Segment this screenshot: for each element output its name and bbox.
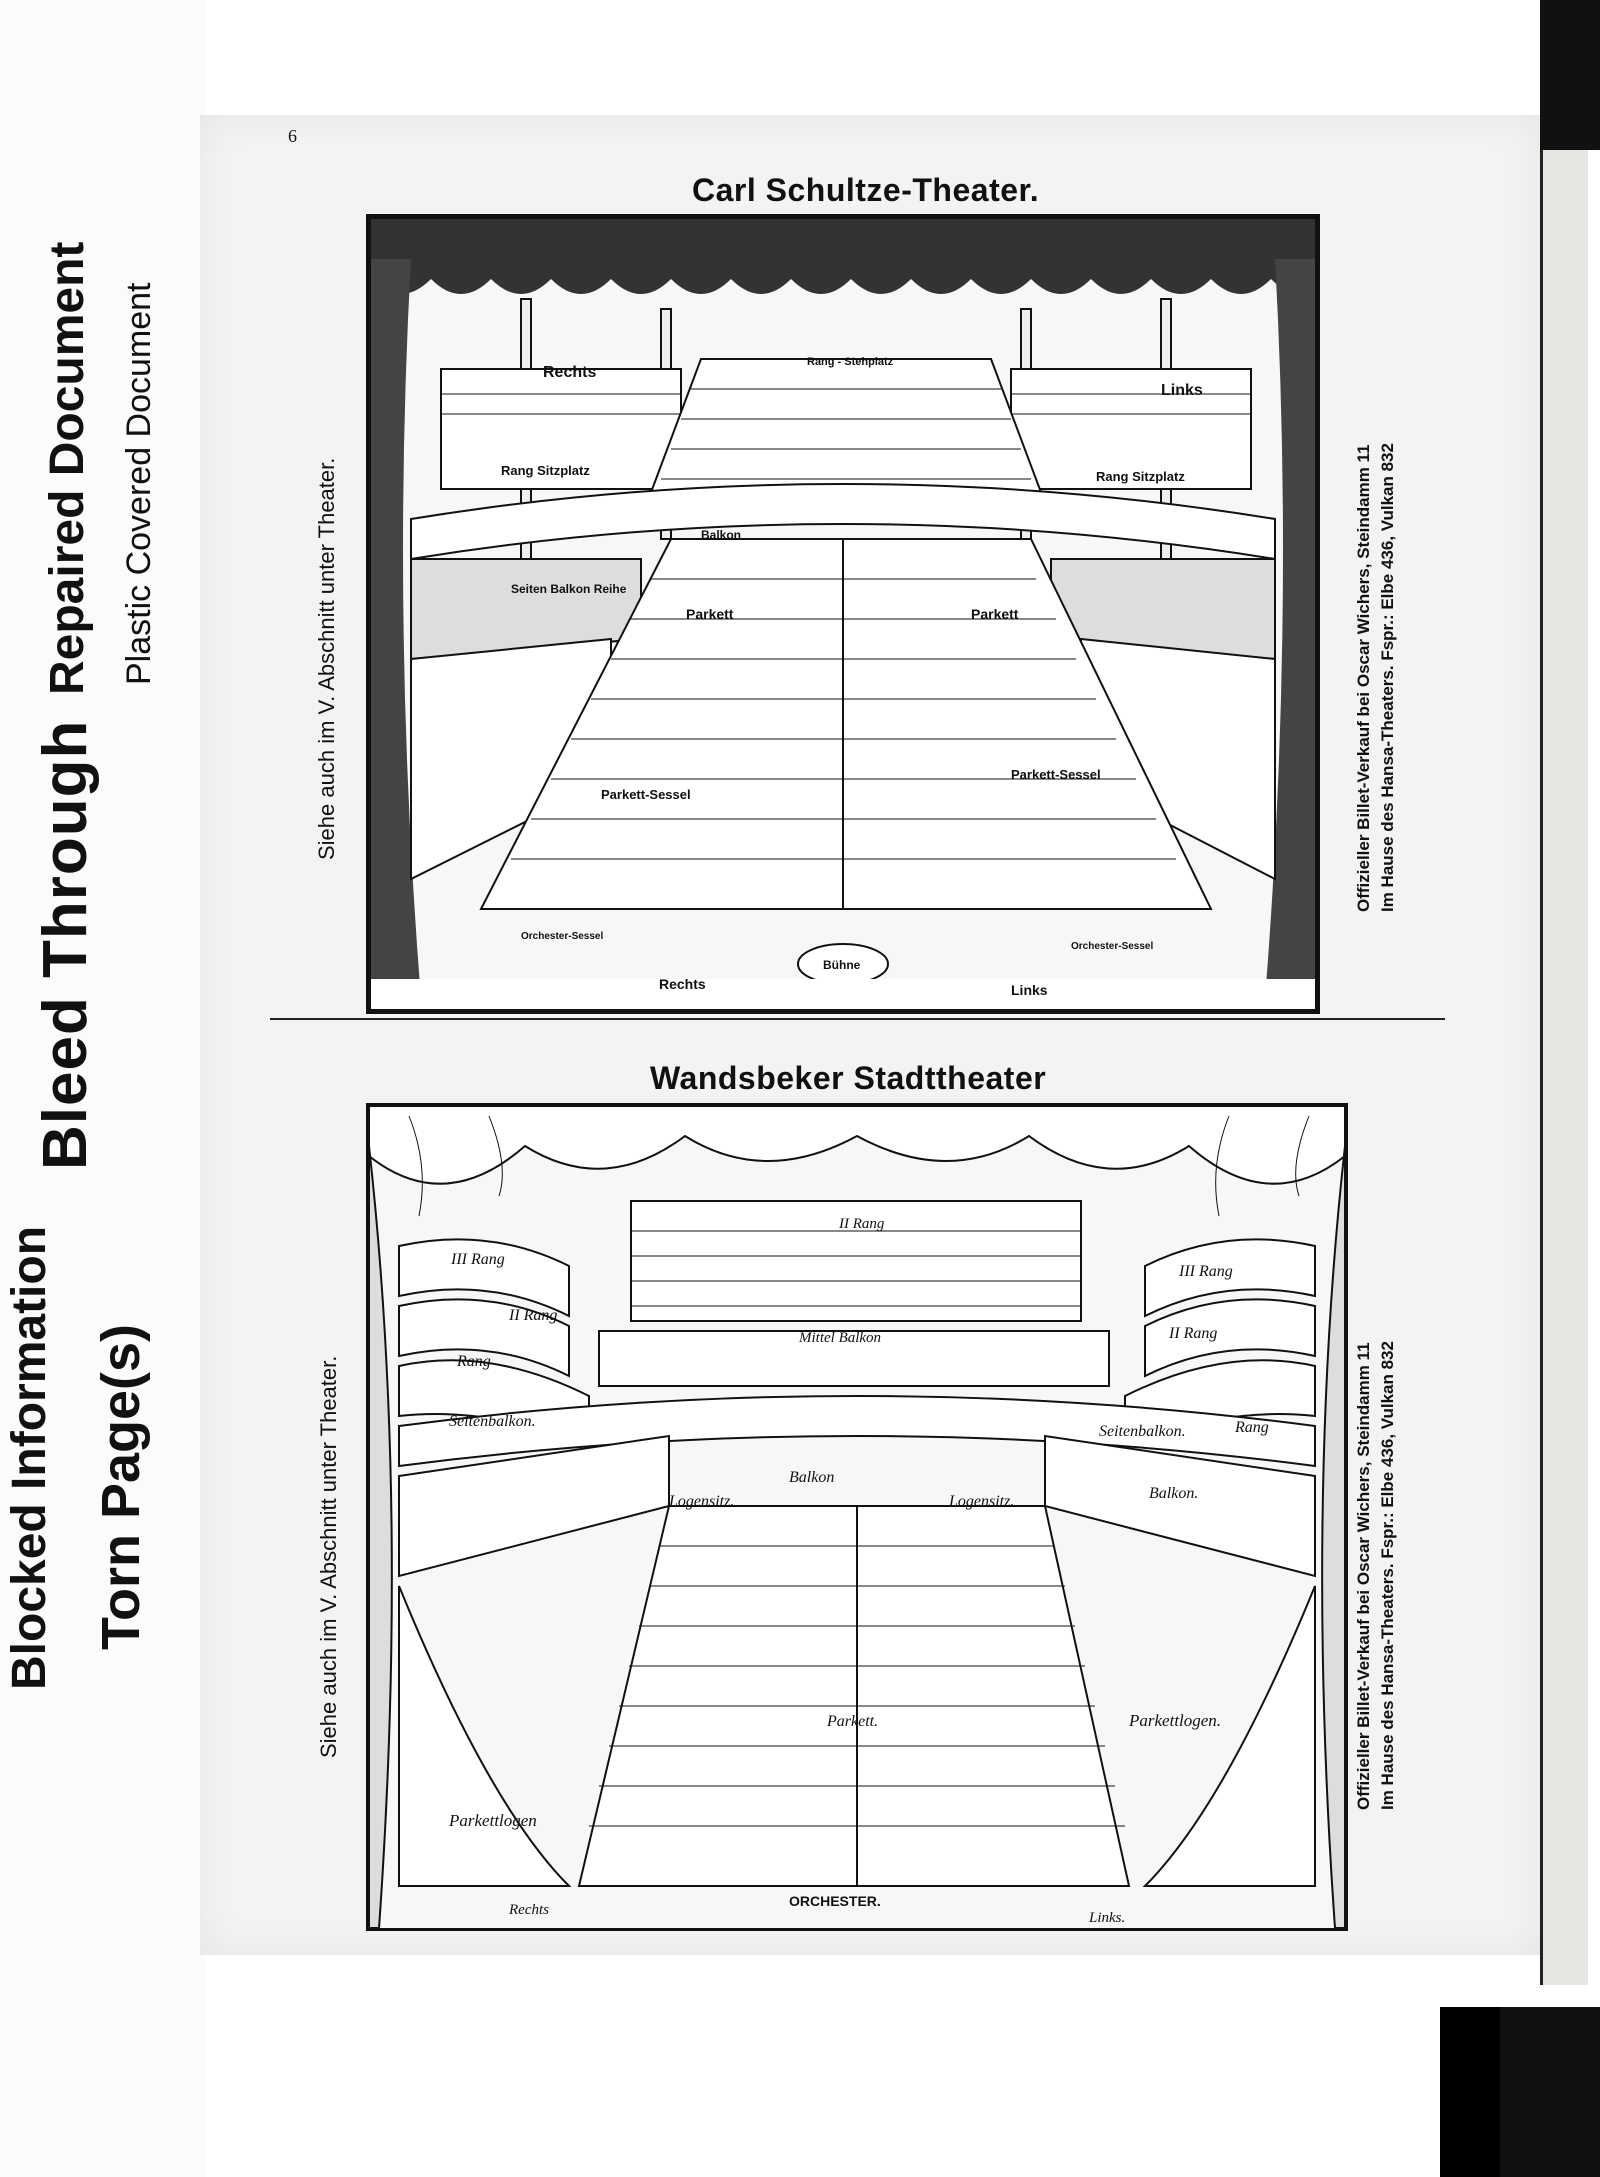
theater2-ticket-line2: Im Hause des Hansa-Theaters. Fspr.: Elbe 436, Vulkan 832 [1378,1341,1397,1810]
t1-label-parkett-right: Parkett [971,606,1019,622]
tag-bleed-through: Bleed Through [31,719,100,1170]
t1-label-seiten-balkon: Seiten Balkon Reihe [511,582,627,596]
t1-label-links-top: Links [1161,382,1203,399]
t1-label-parkett-sessel-right: Parkett-Sessel [1011,767,1101,782]
t1-label-parkett-left: Parkett [686,606,734,622]
facing-page-edge [1540,135,1588,1985]
t2-label-links: Links. [1089,1910,1126,1926]
tag-plastic-covered: Plastic Covered Document [120,282,158,685]
t2-label-iii-rang-right: III Rang [1179,1263,1233,1280]
t2-label-seitenbalkon-right: Seitenbalkon. [1099,1423,1186,1440]
theater1-ticket-line1: Offizieller Billet-Verkauf bei Oscar Wichers, Steindamm 11 [1354,444,1373,912]
t1-label-parkett-sessel-left: Parkett-Sessel [601,787,691,802]
t1-label-rechts-bottom: Rechts [659,976,706,992]
t2-label-logensitz-right: Logensitz. [949,1493,1015,1510]
t1-label-rang-stehplatz: Rang - Stehplatz [807,356,894,368]
theater2-ticket-info [1352,1341,1400,1810]
t2-label-parkettlogen-left: Parkettlogen [449,1811,537,1830]
t1-label-rang-sitzplatz-right: Rang Sitzplatz [1096,469,1185,484]
section-divider [270,1018,1445,1020]
t1-label-orchester-sessel-right: Orchester-Sessel [1071,941,1154,952]
t2-label-ii-rang-right: II Rang [1169,1325,1218,1342]
theater1-seating-plan [366,214,1320,1014]
t2-label-parkett: Parkett. [827,1713,879,1730]
theater2-title: Wandsbeker Stadttheater [650,1060,1047,1096]
t2-label-rang-right: Rang [1235,1419,1269,1436]
theater1-title: Carl Schultze-Theater. [692,172,1040,208]
tag-repaired-document: Repaired Document [41,241,94,695]
t2-label-logensitz-left: Logensitz. [669,1493,735,1510]
t2-label-mittel-balkon: Mittel Balkon [799,1330,882,1346]
t2-label-rang-left: Rang [457,1353,491,1370]
page-number: 6 [288,126,297,146]
theater1-ticket-line2: Im Hause des Hansa-Theaters. Fspr.: Elbe 436, Vulkan 832 [1378,443,1397,912]
t2-label-rechts: Rechts [509,1902,549,1918]
theater1-plan-drawing [371,219,1315,1009]
theater1-side-note: Siehe auch im V. Abschnitt unter Theater. [314,457,339,860]
t2-label-balkon-right: Balkon. [1149,1485,1199,1502]
theater2-side-note: Siehe auch im V. Abschnitt unter Theater. [316,1355,341,1758]
t2-label-balkon-center: Balkon [789,1469,835,1486]
t1-label-orchester-sessel-left: Orchester-Sessel [521,931,604,942]
t2-label-parkettlogen-right: Parkettlogen. [1129,1711,1222,1730]
t2-label-iii-rang-left: III Rang [451,1251,505,1268]
scan-border-bottom-inner [1440,2007,1500,2177]
scan-border-top [1540,0,1600,150]
theater2-seating-plan [366,1103,1348,1931]
tag-torn-pages: Torn Page(s) [91,1323,151,1650]
t2-label-seitenbalkon-left: Seitenbalkon. [449,1413,536,1430]
t2-label-ii-rang-center: II Rang [839,1216,885,1232]
theater2-plan-drawing [369,1106,1345,1928]
t1-label-links-bottom: Links [1011,982,1048,998]
t1-label-rechts-top: Rechts [543,364,597,381]
t1-label-rang-sitzplatz-left: Rang Sitzplatz [501,463,590,478]
t2-label-orchester: ORCHESTER. [789,1893,881,1909]
tag-blocked-information: Blocked Information [3,1225,56,1690]
t1-label-buehne: Bühne [823,958,861,972]
t1-label-balkon: Balkon [701,528,742,542]
theater1-ticket-info [1352,443,1400,912]
t2-label-ii-rang-left: II Rang [509,1307,558,1324]
theater2-ticket-line1: Offizieller Billet-Verkauf bei Oscar Wichers, Steindamm 11 [1354,1342,1373,1810]
